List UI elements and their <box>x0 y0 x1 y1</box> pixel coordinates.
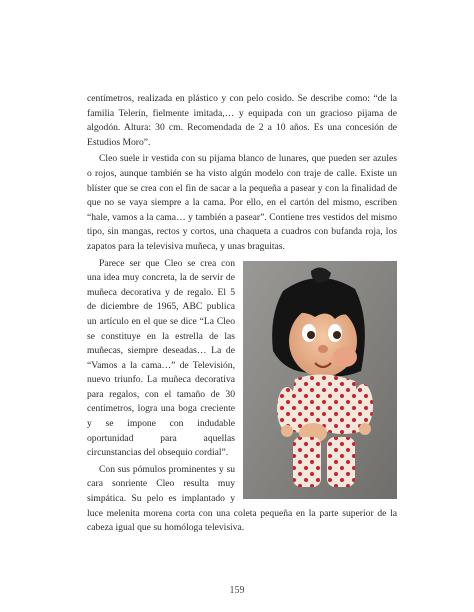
paragraph-2: Cleo suele ir vestida con su pijama blanco de lunares, que pueden ser azules o rojos, aunque también se ha visto algún modelo con traje de calle. Existe un blíster que se crea con el fin de sacar a la pequeña a pasear y con la finalidad de que no se vaya siempre a la cama. Por ello, en el cartón del mismo, escriben “hale, vamos a la cama… y también a pasear”. Contiene tres vestidos del mismo tipo, sin mangas, rectos y cortos, una chaqueta a cuadros con bufanda roja, los zapatos para la televisiva muñeca, y unas braguitas. <box>87 153 397 252</box>
paragraph-4: Con sus pómulos prominentes y su cara sonriente Cleo resulta muy simpática. Su pelo es implantado y luce melenita morena corta con una coleta pequeña en la parte superior de la cabeza igual que su homóloga televisiva. <box>87 463 397 534</box>
body-text <box>87 92 397 538</box>
cleo-doll-image <box>243 261 397 499</box>
paragraph-1: centímetros, realizada en plástico y con pelo cosido. Se describe como: “de la familia Telerín, fielmente imitada,… y equipada con un gracioso pijama de algodón. Altura: 30 cm. Recomendada de 2 a 10 años. Es una concesión de Estudios Moro”. <box>87 93 397 148</box>
paragraph-3: Parece ser que Cleo se crea con una idea muy concreta, la de servir de muñeca decorativa y de regalo. El 5 de diciembre de 1965, ABC publica un artículo en el que se dice “La Cleo se constituye en la estrella de las muñecas, siempre deseadas… La de “Vamos a la cama…” de Televisión, nuevo triunfo. La muñeca decorativa para regalos, con el tamaño de 30 centímetros, logra una boga creciente y se impone con indudable oportunidad para aquellas circunstancias del obsequio cordial”. <box>87 257 235 459</box>
page-number: 159 <box>229 585 245 596</box>
doll-photo <box>243 261 397 499</box>
